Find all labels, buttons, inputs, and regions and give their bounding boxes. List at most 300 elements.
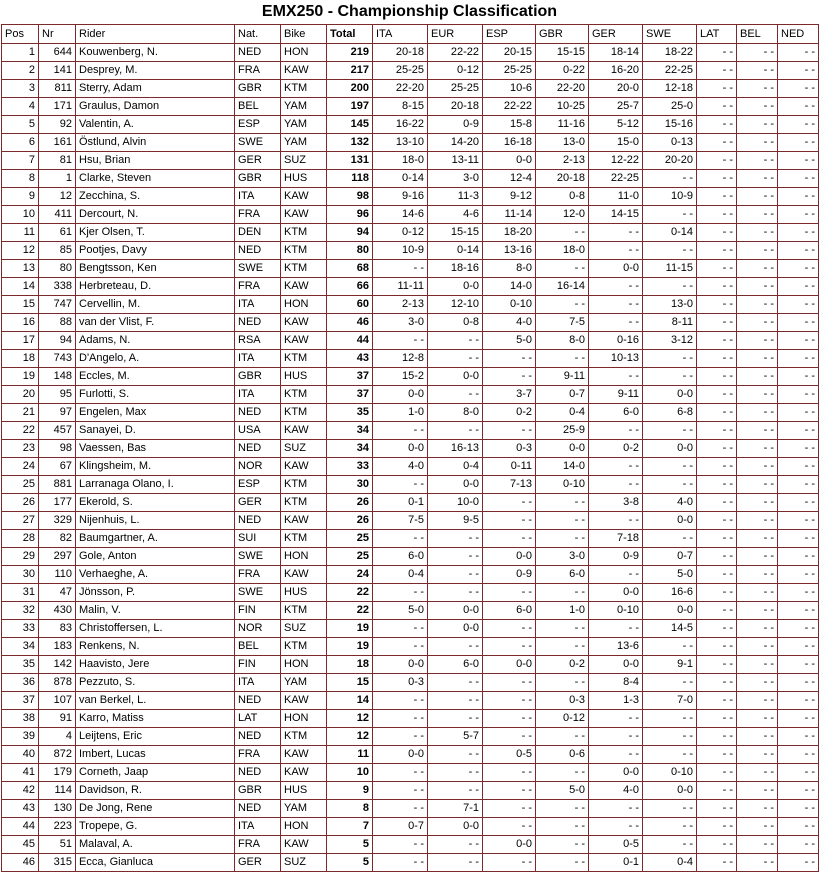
cell-total: 19 (327, 638, 373, 656)
cell-nr: 811 (39, 80, 76, 98)
table-row (2, 512, 819, 530)
cell-eur: - - (428, 764, 483, 782)
cell-pos: 5 (2, 116, 39, 134)
cell-lat: - - (697, 620, 737, 638)
cell-bike: HON (281, 818, 327, 836)
cell-rider: Clarke, Steven (76, 170, 235, 188)
cell-nat: FRA (235, 836, 281, 854)
table-row (2, 584, 819, 602)
cell-rider: Hsu, Brian (76, 152, 235, 170)
cell-pos: 35 (2, 656, 39, 674)
cell-total: 94 (327, 224, 373, 242)
cell-bel: - - (737, 854, 778, 872)
cell-nr: 142 (39, 656, 76, 674)
cell-bel: - - (737, 224, 778, 242)
cell-total: 68 (327, 260, 373, 278)
cell-swe: 12-18 (643, 80, 697, 98)
cell-nat: ITA (235, 350, 281, 368)
cell-nat: DEN (235, 224, 281, 242)
cell-total: 35 (327, 404, 373, 422)
table-row (2, 530, 819, 548)
table-row (2, 152, 819, 170)
cell-nat: ITA (235, 188, 281, 206)
table-row (2, 620, 819, 638)
cell-esp: 5-0 (483, 332, 536, 350)
cell-gbr: 6-0 (536, 566, 589, 584)
cell-pos: 28 (2, 530, 39, 548)
cell-esp: 12-4 (483, 170, 536, 188)
cell-ger: - - (589, 566, 643, 584)
cell-esp: - - (483, 494, 536, 512)
cell-eur: - - (428, 782, 483, 800)
cell-ned: - - (778, 638, 819, 656)
cell-total: 5 (327, 836, 373, 854)
cell-rider: Valentin, A. (76, 116, 235, 134)
cell-swe: - - (643, 422, 697, 440)
cell-bel: - - (737, 638, 778, 656)
cell-ita: - - (373, 260, 428, 278)
cell-nat: BEL (235, 98, 281, 116)
cell-bel: - - (737, 782, 778, 800)
cell-bel: - - (737, 314, 778, 332)
cell-ned: - - (778, 800, 819, 818)
cell-ger: - - (589, 746, 643, 764)
cell-bel: - - (737, 836, 778, 854)
cell-gbr: 12-0 (536, 206, 589, 224)
cell-bike: KAW (281, 566, 327, 584)
column-header-gbr: GBR (536, 25, 589, 44)
cell-ger: 9-11 (589, 386, 643, 404)
table-row (2, 332, 819, 350)
cell-gbr: - - (536, 350, 589, 368)
cell-eur: - - (428, 836, 483, 854)
cell-ned: - - (778, 494, 819, 512)
column-header-pos: Pos (2, 25, 39, 44)
cell-bel: - - (737, 152, 778, 170)
cell-pos: 9 (2, 188, 39, 206)
cell-nr: 457 (39, 422, 76, 440)
cell-swe: 9-1 (643, 656, 697, 674)
cell-eur: 0-0 (428, 368, 483, 386)
table-row (2, 764, 819, 782)
cell-nr: 82 (39, 530, 76, 548)
column-header-total: Total (327, 25, 373, 44)
cell-ger: 10-13 (589, 350, 643, 368)
table-row (2, 242, 819, 260)
table-row (2, 62, 819, 80)
cell-nat: NED (235, 404, 281, 422)
cell-nr: 61 (39, 224, 76, 242)
cell-total: 46 (327, 314, 373, 332)
cell-rider: Sterry, Adam (76, 80, 235, 98)
cell-lat: - - (697, 836, 737, 854)
cell-nat: ITA (235, 296, 281, 314)
cell-ned: - - (778, 512, 819, 530)
cell-ger: 0-0 (589, 260, 643, 278)
cell-lat: - - (697, 224, 737, 242)
column-header-esp: ESP (483, 25, 536, 44)
cell-pos: 7 (2, 152, 39, 170)
cell-bel: - - (737, 818, 778, 836)
cell-ita: - - (373, 836, 428, 854)
cell-nat: GBR (235, 80, 281, 98)
cell-nat: GER (235, 152, 281, 170)
cell-nat: GER (235, 854, 281, 872)
cell-nr: 130 (39, 800, 76, 818)
cell-swe: 18-22 (643, 44, 697, 62)
cell-lat: - - (697, 80, 737, 98)
cell-nr: 88 (39, 314, 76, 332)
cell-swe: 6-8 (643, 404, 697, 422)
cell-esp: - - (483, 800, 536, 818)
cell-bike: HUS (281, 368, 327, 386)
cell-bike: KAW (281, 422, 327, 440)
cell-rider: Eccles, M. (76, 368, 235, 386)
cell-esp: 22-22 (483, 98, 536, 116)
cell-bike: YAM (281, 98, 327, 116)
cell-rider: Kouwenberg, N. (76, 44, 235, 62)
table-row (2, 350, 819, 368)
cell-total: 26 (327, 494, 373, 512)
cell-esp: - - (483, 710, 536, 728)
cell-lat: - - (697, 692, 737, 710)
cell-bel: - - (737, 746, 778, 764)
cell-swe: - - (643, 476, 697, 494)
cell-rider: Tropepe, G. (76, 818, 235, 836)
cell-esp: - - (483, 584, 536, 602)
cell-rider: Herbreteau, D. (76, 278, 235, 296)
cell-rider: Karro, Matiss (76, 710, 235, 728)
cell-rider: Baumgartner, A. (76, 530, 235, 548)
cell-lat: - - (697, 440, 737, 458)
cell-lat: - - (697, 530, 737, 548)
cell-esp: - - (483, 782, 536, 800)
cell-total: 19 (327, 620, 373, 638)
cell-bike: KAW (281, 512, 327, 530)
cell-nr: 881 (39, 476, 76, 494)
cell-bel: - - (737, 80, 778, 98)
cell-ger: - - (589, 242, 643, 260)
cell-gbr: 1-0 (536, 602, 589, 620)
cell-gbr: 0-8 (536, 188, 589, 206)
cell-total: 8 (327, 800, 373, 818)
cell-eur: 7-1 (428, 800, 483, 818)
cell-total: 118 (327, 170, 373, 188)
cell-ita: 14-6 (373, 206, 428, 224)
cell-swe: 20-20 (643, 152, 697, 170)
cell-lat: - - (697, 296, 737, 314)
cell-nr: 430 (39, 602, 76, 620)
cell-pos: 20 (2, 386, 39, 404)
cell-bel: - - (737, 368, 778, 386)
cell-ger: 14-15 (589, 206, 643, 224)
cell-nat: NOR (235, 458, 281, 476)
cell-gbr: 11-16 (536, 116, 589, 134)
cell-ita: 5-0 (373, 602, 428, 620)
cell-total: 12 (327, 728, 373, 746)
cell-rider: Verhaeghe, A. (76, 566, 235, 584)
cell-ger: 1-3 (589, 692, 643, 710)
cell-esp: - - (483, 620, 536, 638)
cell-esp: 0-3 (483, 440, 536, 458)
cell-nr: 107 (39, 692, 76, 710)
table-row (2, 170, 819, 188)
cell-swe: 3-12 (643, 332, 697, 350)
cell-lat: - - (697, 386, 737, 404)
cell-esp: 9-12 (483, 188, 536, 206)
cell-nr: 878 (39, 674, 76, 692)
cell-ita: 8-15 (373, 98, 428, 116)
cell-gbr: 0-4 (536, 404, 589, 422)
cell-lat: - - (697, 242, 737, 260)
table-row (2, 404, 819, 422)
cell-ger: - - (589, 476, 643, 494)
cell-bike: KTM (281, 494, 327, 512)
cell-eur: 20-18 (428, 98, 483, 116)
cell-rider: Jönsson, P. (76, 584, 235, 602)
cell-eur: 0-0 (428, 602, 483, 620)
cell-ned: - - (778, 476, 819, 494)
cell-ger: 6-0 (589, 404, 643, 422)
table-row (2, 674, 819, 692)
cell-nr: 141 (39, 62, 76, 80)
cell-gbr: - - (536, 530, 589, 548)
cell-lat: - - (697, 314, 737, 332)
cell-nat: FRA (235, 206, 281, 224)
cell-bike: KTM (281, 602, 327, 620)
cell-swe: - - (643, 368, 697, 386)
cell-swe: - - (643, 350, 697, 368)
cell-lat: - - (697, 764, 737, 782)
cell-bel: - - (737, 296, 778, 314)
cell-swe: - - (643, 530, 697, 548)
cell-lat: - - (697, 278, 737, 296)
cell-gbr: 13-0 (536, 134, 589, 152)
cell-eur: 0-14 (428, 242, 483, 260)
cell-ned: - - (778, 728, 819, 746)
cell-ita: 9-16 (373, 188, 428, 206)
cell-swe: 0-10 (643, 764, 697, 782)
cell-esp: 4-0 (483, 314, 536, 332)
table-row (2, 44, 819, 62)
cell-nat: FIN (235, 656, 281, 674)
cell-swe: - - (643, 458, 697, 476)
cell-lat: - - (697, 494, 737, 512)
cell-bike: HON (281, 44, 327, 62)
cell-swe: - - (643, 710, 697, 728)
cell-esp: 18-20 (483, 224, 536, 242)
cell-pos: 38 (2, 710, 39, 728)
cell-gbr: 20-18 (536, 170, 589, 188)
cell-bike: KTM (281, 530, 327, 548)
cell-pos: 37 (2, 692, 39, 710)
cell-eur: 22-22 (428, 44, 483, 62)
cell-nr: 872 (39, 746, 76, 764)
cell-ita: - - (373, 782, 428, 800)
cell-esp: 15-8 (483, 116, 536, 134)
cell-esp: 11-14 (483, 206, 536, 224)
cell-bike: KTM (281, 260, 327, 278)
cell-total: 34 (327, 422, 373, 440)
cell-esp: - - (483, 818, 536, 836)
cell-nr: 148 (39, 368, 76, 386)
cell-ger: 3-8 (589, 494, 643, 512)
cell-nr: 85 (39, 242, 76, 260)
cell-total: 11 (327, 746, 373, 764)
cell-lat: - - (697, 710, 737, 728)
cell-pos: 8 (2, 170, 39, 188)
cell-pos: 36 (2, 674, 39, 692)
cell-eur: - - (428, 674, 483, 692)
cell-esp: 0-0 (483, 836, 536, 854)
cell-ita: - - (373, 332, 428, 350)
cell-esp: 20-15 (483, 44, 536, 62)
cell-total: 80 (327, 242, 373, 260)
cell-eur: - - (428, 350, 483, 368)
cell-rider: Larranaga Olano, I. (76, 476, 235, 494)
cell-bike: HUS (281, 170, 327, 188)
cell-ita: - - (373, 800, 428, 818)
cell-bike: YAM (281, 800, 327, 818)
cell-nr: 80 (39, 260, 76, 278)
cell-gbr: - - (536, 764, 589, 782)
cell-swe: 0-4 (643, 854, 697, 872)
column-header-swe: SWE (643, 25, 697, 44)
cell-gbr: - - (536, 818, 589, 836)
table-row (2, 710, 819, 728)
cell-lat: - - (697, 116, 737, 134)
cell-swe: - - (643, 278, 697, 296)
cell-bike: KAW (281, 332, 327, 350)
cell-eur: 14-20 (428, 134, 483, 152)
cell-rider: Imbert, Lucas (76, 746, 235, 764)
cell-bike: KAW (281, 278, 327, 296)
cell-nr: 1 (39, 170, 76, 188)
cell-nat: ESP (235, 476, 281, 494)
cell-ned: - - (778, 692, 819, 710)
cell-rider: Malin, V. (76, 602, 235, 620)
cell-pos: 16 (2, 314, 39, 332)
cell-nat: NED (235, 728, 281, 746)
cell-pos: 22 (2, 422, 39, 440)
cell-swe: - - (643, 800, 697, 818)
cell-total: 217 (327, 62, 373, 80)
table-row (2, 368, 819, 386)
cell-ita: 15-2 (373, 368, 428, 386)
cell-bel: - - (737, 188, 778, 206)
cell-swe: 10-9 (643, 188, 697, 206)
cell-esp: 0-11 (483, 458, 536, 476)
cell-ned: - - (778, 278, 819, 296)
cell-nat: SWE (235, 584, 281, 602)
cell-total: 25 (327, 530, 373, 548)
column-header-nat: Nat. (235, 25, 281, 44)
cell-lat: - - (697, 260, 737, 278)
cell-lat: - - (697, 602, 737, 620)
cell-pos: 31 (2, 584, 39, 602)
table-row (2, 206, 819, 224)
cell-ned: - - (778, 620, 819, 638)
cell-bel: - - (737, 260, 778, 278)
cell-nat: FRA (235, 566, 281, 584)
cell-swe: 8-11 (643, 314, 697, 332)
cell-eur: - - (428, 854, 483, 872)
cell-total: 30 (327, 476, 373, 494)
cell-bel: - - (737, 656, 778, 674)
table-row (2, 386, 819, 404)
cell-esp: - - (483, 422, 536, 440)
cell-swe: 0-0 (643, 602, 697, 620)
cell-nat: NED (235, 440, 281, 458)
cell-gbr: - - (536, 800, 589, 818)
cell-nr: 747 (39, 296, 76, 314)
cell-nr: 4 (39, 728, 76, 746)
cell-total: 22 (327, 584, 373, 602)
cell-gbr: 0-7 (536, 386, 589, 404)
cell-rider: Ekerold, S. (76, 494, 235, 512)
cell-eur: - - (428, 638, 483, 656)
cell-pos: 42 (2, 782, 39, 800)
cell-ned: - - (778, 134, 819, 152)
cell-pos: 26 (2, 494, 39, 512)
cell-ita: 6-0 (373, 548, 428, 566)
cell-bel: - - (737, 710, 778, 728)
cell-lat: - - (697, 674, 737, 692)
cell-esp: 13-16 (483, 242, 536, 260)
cell-pos: 44 (2, 818, 39, 836)
cell-bel: - - (737, 44, 778, 62)
cell-ger: 4-0 (589, 782, 643, 800)
cell-ger: 0-0 (589, 584, 643, 602)
cell-esp: - - (483, 512, 536, 530)
table-row (2, 134, 819, 152)
table-row (2, 422, 819, 440)
cell-swe: - - (643, 746, 697, 764)
cell-esp: - - (483, 764, 536, 782)
table-header-row (2, 25, 819, 44)
cell-bike: HUS (281, 782, 327, 800)
cell-ita: 0-0 (373, 386, 428, 404)
table-row (2, 746, 819, 764)
cell-pos: 18 (2, 350, 39, 368)
cell-swe: - - (643, 818, 697, 836)
cell-gbr: 0-22 (536, 62, 589, 80)
cell-ita: - - (373, 530, 428, 548)
cell-bel: - - (737, 440, 778, 458)
table-row (2, 116, 819, 134)
cell-bike: KTM (281, 404, 327, 422)
cell-bel: - - (737, 584, 778, 602)
table-row (2, 224, 819, 242)
cell-pos: 14 (2, 278, 39, 296)
cell-ned: - - (778, 206, 819, 224)
cell-esp: - - (483, 530, 536, 548)
cell-eur: 15-15 (428, 224, 483, 242)
cell-pos: 10 (2, 206, 39, 224)
cell-bike: SUZ (281, 620, 327, 638)
cell-swe: - - (643, 674, 697, 692)
cell-ita: 0-3 (373, 674, 428, 692)
cell-ita: 11-11 (373, 278, 428, 296)
cell-ger: - - (589, 620, 643, 638)
cell-bike: KTM (281, 224, 327, 242)
cell-gbr: 0-12 (536, 710, 589, 728)
cell-nat: GBR (235, 170, 281, 188)
cell-rider: Malaval, A. (76, 836, 235, 854)
cell-gbr: 9-11 (536, 368, 589, 386)
cell-nr: 67 (39, 458, 76, 476)
cell-ita: 1-0 (373, 404, 428, 422)
